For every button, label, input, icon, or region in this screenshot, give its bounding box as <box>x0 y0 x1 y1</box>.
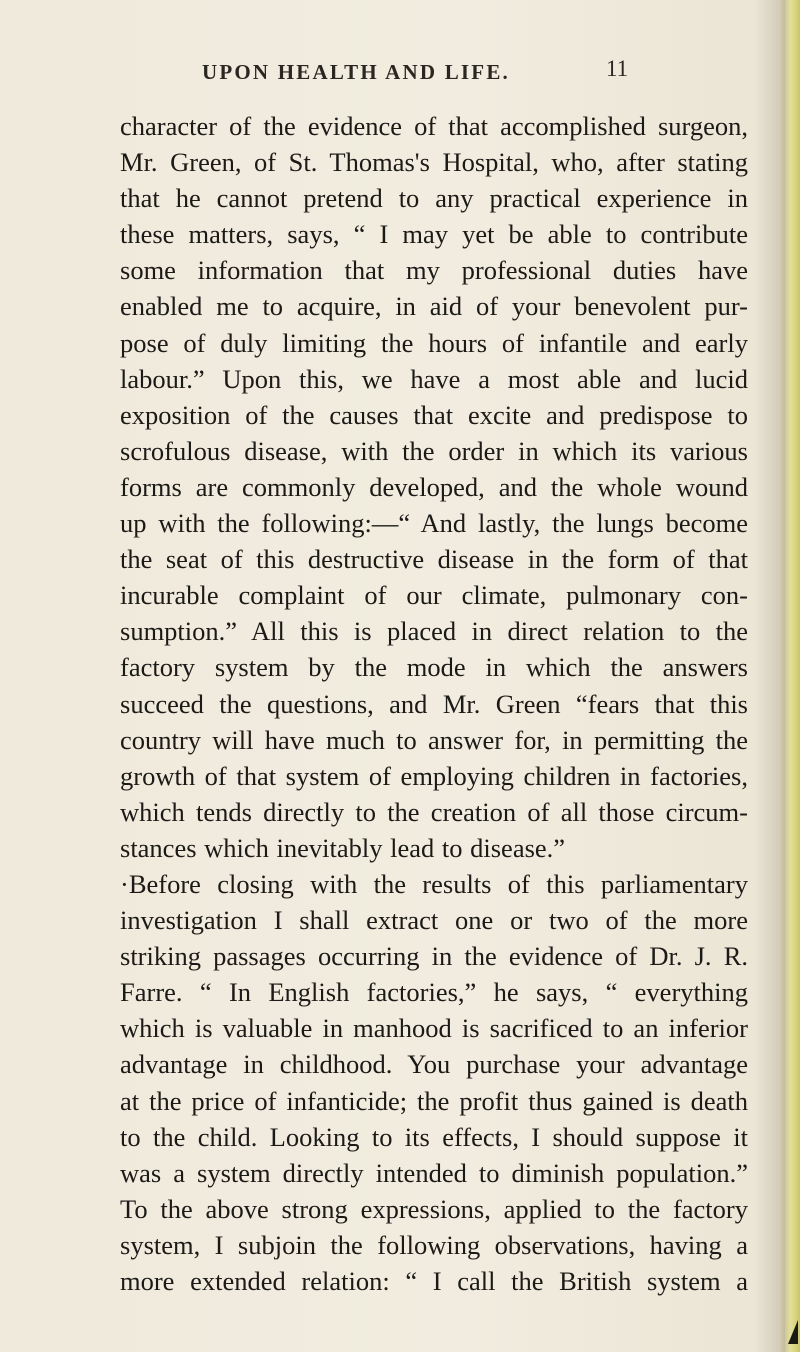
text-line: sumption.” All this is placed in direct relation to the <box>120 616 748 647</box>
text-line: labour.” Upon this, we have a most able and lucid <box>120 363 748 394</box>
text-line: to the child. Looking to its effects, I should suppose it <box>120 1121 748 1152</box>
text-line: advantage in childhood. You purchase your advantage <box>120 1049 748 1080</box>
text-line: enabled me to acquire, in aid of your benevolent pur- <box>120 291 748 322</box>
text-line: ·Before closing with the results of this parliamentary <box>120 868 748 899</box>
text-line: Mr. Green, of St. Thomas's Hospital, who, after stating <box>120 147 748 178</box>
text-line: up with the following:—“ And lastly, the lungs become <box>120 508 748 539</box>
text-line: investigation I shall extract one or two of the more <box>120 905 748 936</box>
text-line: succeed the questions, and Mr. Green “fears that this <box>120 688 748 719</box>
text-line: country will have much to answer for, in permitting the <box>120 724 748 755</box>
text-line: some information that my professional duties have <box>120 255 748 286</box>
page-number: 11 <box>606 56 629 81</box>
text-line: stances which inevitably lead to disease.” <box>120 832 566 863</box>
corner-marker-icon <box>788 1320 798 1344</box>
text-line: the seat of this destructive disease in the form of that <box>120 544 748 575</box>
text-line: incurable complaint of our climate, pulmonary con- <box>120 580 748 611</box>
book-binding-edge <box>785 0 800 1352</box>
text-line: scrofulous disease, with the order in which its various <box>120 435 748 466</box>
text-line: Farre. “ In English factories,” he says, “ everything <box>120 977 748 1008</box>
text-line: these matters, says, “ I may yet be able to contribute <box>120 219 748 250</box>
text-line: was a system directly intended to diminish population.” <box>120 1157 748 1188</box>
text-line: exposition of the causes that excite and predispose to <box>120 399 748 430</box>
text-line: at the price of infanticide; the profit thus gained is death <box>120 1085 748 1116</box>
text-line: striking passages occurring in the evidence of Dr. J. R. <box>120 941 748 972</box>
running-head: UPON HEALTH AND LIFE. <box>202 60 510 84</box>
text-line: system, I subjoin the following observations, having a <box>120 1229 748 1260</box>
text-line: growth of that system of employing children in factories, <box>120 760 748 791</box>
text-line: more extended relation: “ I call the British system a <box>120 1266 748 1296</box>
text-line: To the above strong expressions, applied to the factory <box>120 1193 748 1224</box>
text-line: factory system by the mode in which the answers <box>120 652 748 683</box>
text-line: which tends directly to the creation of all those circum- <box>120 796 748 827</box>
text-line: forms are commonly developed, and the whole wound <box>120 471 748 502</box>
text-line: that he cannot pretend to any practical experience in <box>120 183 748 214</box>
text-line: pose of duly limiting the hours of infantile and early <box>120 327 748 358</box>
text-line: which is valuable in manhood is sacrificed to an inferior <box>120 1013 748 1044</box>
body-text <box>120 108 748 1299</box>
text-line: character of the evidence of that accomplished surgeon, <box>120 111 748 141</box>
